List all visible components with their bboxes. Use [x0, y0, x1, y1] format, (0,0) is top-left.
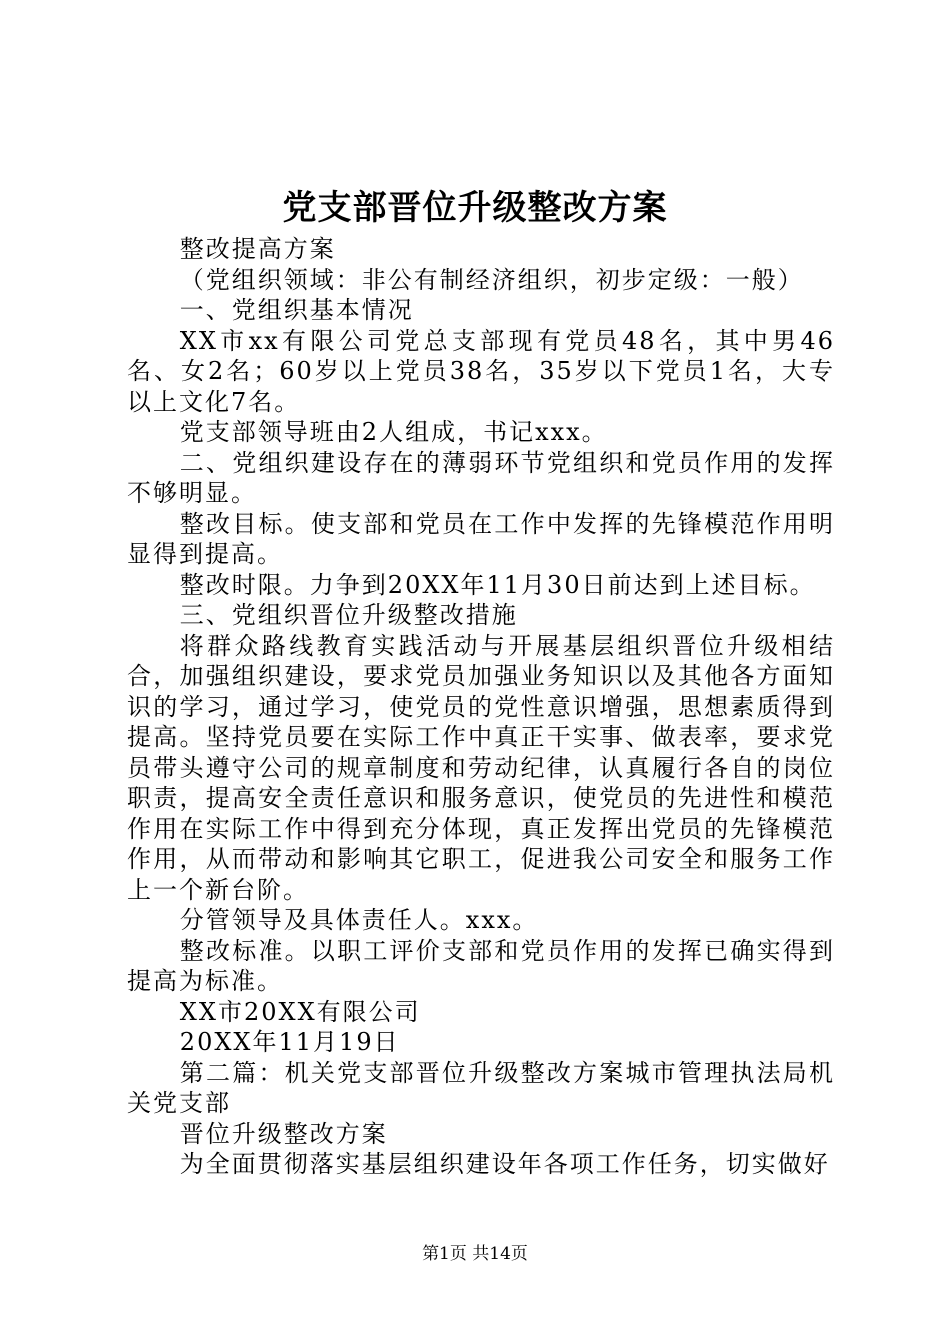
paragraph-heading-plan: 整改提高方案 [179, 235, 336, 263]
document-title: 党支部晋位升级整改方案 [282, 188, 668, 228]
paragraph-second-article-title: 第二篇：机关党支部晋位升级整改方案城市管理执法局机关党支部 [127, 1058, 835, 1117]
paragraph-goal: 整改目标。使支部和党员在工作中发挥的先锋模范作用明显得到提高。 [127, 509, 835, 568]
section-heading-2: 二、党组织建设存在的薄弱环节党组织和党员作用的发挥不够明显。 [127, 448, 835, 507]
paragraph-deadline: 整改时限。力争到20XX年11月30日前达到上述目标。 [179, 570, 816, 599]
paragraph-responsible: 分管领导及具体责任人。xxx。 [179, 906, 539, 934]
paragraph-second-article-intro: 为全面贯彻落实基层组织建设年各项工作任务，切实做好 [179, 1150, 830, 1178]
document-body [127, 234, 835, 1180]
paragraph-leadership: 党支部领导班由2人组成，书记xxx。 [179, 418, 608, 446]
paragraph-domain-note: （党组织领域：非公有制经济组织，初步定级：一般） [179, 265, 804, 294]
paragraph-company-signature: XX市20XX有限公司 [179, 997, 421, 1026]
paragraph-measures: 将群众路线教育实践活动与开展基层组织晋位升级相结合，加强组织建设，要求党员加强业务知识以及其他各方面知识的学习，通过学习，使党员的党性意识增强，思想素质得到提高。坚持党员要在实际工作中真正干实事、做表率，要求党员带头遵守公司的规章制度和劳动纪律，认真履行各自的岗位职责，提高安全责任意识和服务意识，使党员的先进性和模范作用在实际工作中得到充分体现，真正发挥出党员的先锋模范作用，从而带动和影响其它职工，促进我公司安全和服务工作上一个新台阶。 [127, 631, 835, 904]
paragraph-member-stats: XX市xx有限公司党总支部现有党员48名，其中男46名、女2名；60岁以上党员38名，35岁以下党员1名，大专以上文化7名。 [127, 326, 835, 416]
paragraph-standard: 整改标准。以职工评价支部和党员作用的发挥已确实得到提高为标准。 [127, 936, 835, 995]
section-heading-1: 一、党组织基本情况 [179, 296, 414, 324]
page-number: 第1页 共14页 [422, 1244, 528, 1264]
section-heading-3: 三、党组织晋位升级整改措施 [179, 601, 518, 629]
paragraph-second-article-subtitle: 晋位升级整改方案 [179, 1119, 388, 1148]
paragraph-date: 20XX年11月19日 [179, 1028, 400, 1056]
